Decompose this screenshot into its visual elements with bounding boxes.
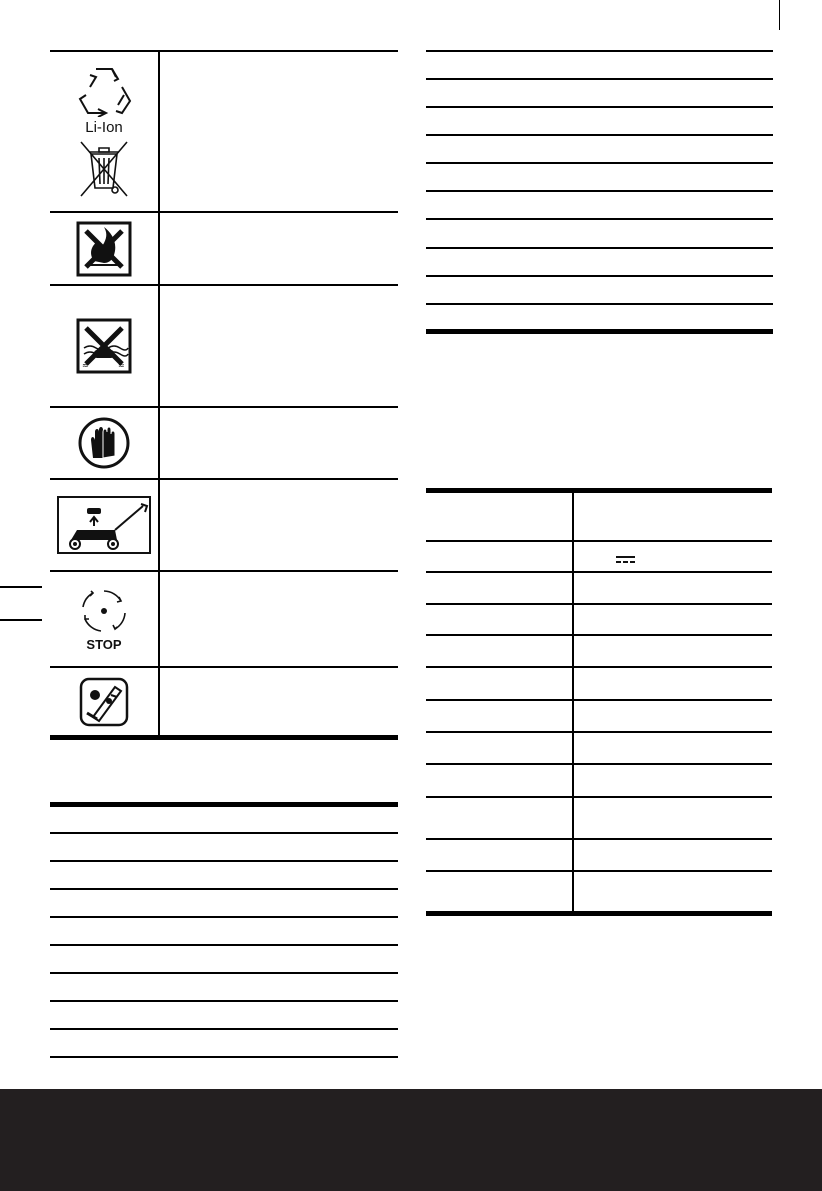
symbol-row-do-not-immerse: [50, 286, 398, 408]
row-divider: [426, 666, 772, 668]
symbol-description: [162, 286, 398, 406]
symbol-description: [162, 52, 398, 211]
svg-text:≈: ≈: [118, 361, 125, 370]
rule-line: [426, 329, 773, 334]
rule-line: [50, 1028, 398, 1030]
row-divider: [426, 540, 772, 542]
symbol-row-handle-switch: [50, 668, 398, 740]
rule-line: [426, 78, 773, 80]
row-divider: [426, 731, 772, 733]
do-not-immerse-icon: [76, 318, 132, 374]
rule-line: [426, 134, 773, 136]
rule-line: [50, 944, 398, 946]
specification-table: [426, 488, 772, 916]
rule-line: [50, 1056, 398, 1058]
symbol-row-blade-stop: [50, 572, 398, 668]
edge-tab-top-line: [0, 586, 42, 588]
symbol-icon-cell: [50, 286, 160, 406]
page-footer-bar: [0, 1089, 822, 1191]
edge-tab-bottom-line: [0, 619, 42, 621]
rule-line: [50, 916, 398, 918]
do-not-burn-icon: [76, 221, 132, 277]
symbol-row-remove-battery: [50, 480, 398, 572]
symbol-description: [162, 480, 398, 570]
symbol-description: [162, 213, 398, 284]
symbol-description: [162, 572, 398, 666]
rule-line: [50, 860, 398, 862]
symbols-table: [50, 50, 398, 740]
row-divider: [426, 763, 772, 765]
symbol-icon-cell: [50, 668, 160, 735]
row-divider: [426, 838, 772, 840]
symbol-description: [162, 668, 398, 735]
rule-line: [426, 50, 773, 52]
dc-symbol-icon: [616, 556, 635, 564]
row-divider: [426, 571, 772, 573]
right-ruled-list: [426, 48, 773, 340]
symbol-row-do-not-burn: [50, 213, 398, 286]
stop-label: STOP: [86, 636, 122, 652]
rule-line: [426, 303, 773, 305]
rule-line: [50, 888, 398, 890]
wear-gloves-icon: [77, 416, 131, 470]
rule-line: [50, 1000, 398, 1002]
blade-stop-icon: [79, 587, 129, 635]
symbol-icon-cell: [50, 408, 160, 478]
rule-line: [426, 106, 773, 108]
crop-mark: [779, 0, 780, 30]
row-divider: [426, 603, 772, 605]
symbol-icon-cell: [50, 52, 160, 211]
symbol-row-recycling: [50, 52, 398, 213]
recycle-icon: [76, 65, 132, 117]
row-divider: [426, 699, 772, 701]
rule-line: [50, 972, 398, 974]
rule-line: [426, 218, 773, 220]
symbol-icon-cell: [50, 572, 160, 666]
left-ruled-list: [50, 800, 398, 1060]
rule-line: [50, 802, 398, 807]
li-ion-label: Li-Ion: [85, 119, 123, 136]
column-divider: [572, 493, 574, 911]
rule-line: [426, 190, 773, 192]
rule-line: [426, 275, 773, 277]
row-divider: [426, 634, 772, 636]
symbol-icon-cell: [50, 213, 160, 284]
svg-text:≈: ≈: [82, 361, 89, 370]
crossed-bin-icon: [79, 140, 129, 198]
row-divider: [426, 870, 772, 872]
row-divider: [426, 796, 772, 798]
symbol-row-wear-gloves: [50, 408, 398, 480]
rule-line: [426, 162, 773, 164]
handle-switch-icon: [79, 677, 129, 727]
rule-line: [426, 247, 773, 249]
rule-line: [50, 832, 398, 834]
remove-battery-mower-icon: [57, 496, 151, 554]
symbol-icon-cell: [50, 480, 160, 570]
symbol-description: [162, 408, 398, 478]
